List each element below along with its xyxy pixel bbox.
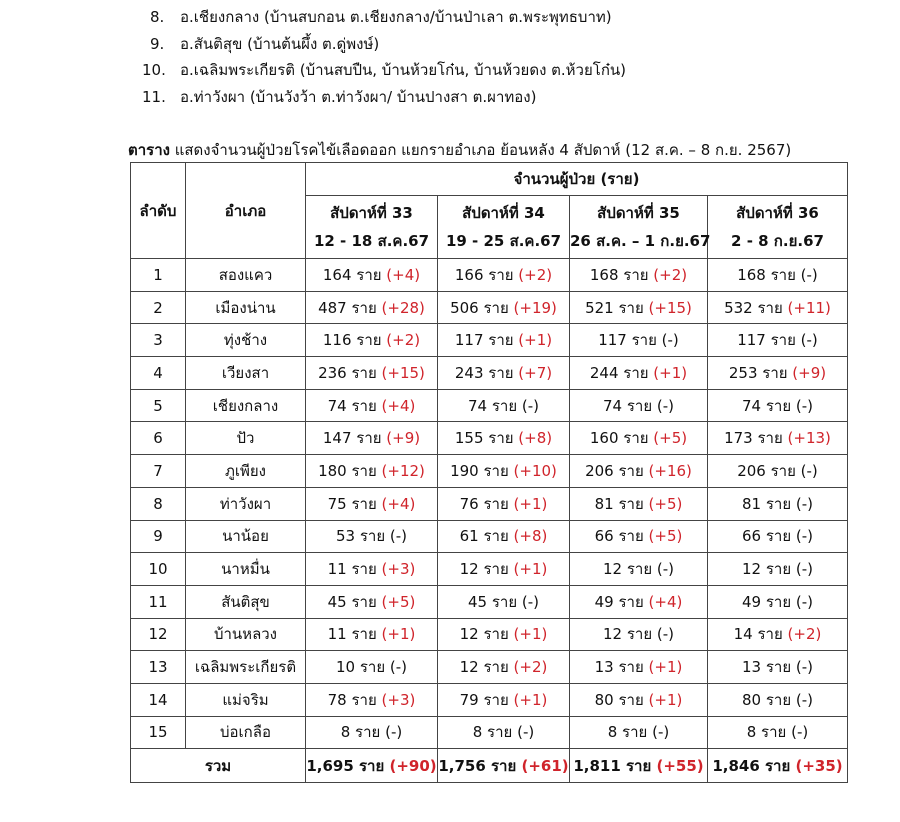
total-change: (+90) — [389, 756, 437, 775]
table-row — [131, 683, 848, 716]
list-item — [150, 4, 626, 31]
total-count: 1,846 ราย — [712, 756, 796, 775]
case-change: (-) — [517, 723, 535, 742]
case-change: (+11) — [787, 298, 831, 317]
case-count: 117 ราย — [454, 331, 519, 350]
case-change: (-) — [795, 396, 814, 415]
case-change: (+5) — [648, 494, 683, 513]
district-name: นาหมื่น — [186, 553, 306, 586]
row-number: 6 — [131, 422, 186, 455]
case-change: (+3) — [381, 690, 416, 709]
case-count: 206 ราย — [585, 461, 649, 480]
case-count-cell — [708, 520, 848, 553]
case-change: (-) — [795, 592, 814, 611]
case-change: (-) — [521, 396, 540, 415]
case-count: 74 ราย — [467, 396, 522, 415]
case-count-cell — [708, 422, 848, 455]
week-title: สัปดาห์ที่ 36 — [736, 204, 819, 222]
case-change: (+15) — [648, 298, 692, 317]
case-count-cell — [438, 259, 570, 292]
case-change: (+2) — [653, 265, 688, 284]
case-count-cell — [708, 716, 848, 749]
case-count-cell — [306, 357, 438, 390]
case-count-cell — [570, 324, 708, 357]
list-item — [142, 57, 626, 84]
case-count: 168 ราย — [589, 265, 654, 284]
case-change: (+2) — [518, 265, 553, 284]
case-count: 80 ราย — [594, 690, 649, 709]
case-change: (+5) — [648, 527, 683, 546]
total-count: 1,695 ราย — [306, 756, 390, 775]
row-number: 15 — [131, 716, 186, 749]
case-count: 236 ราย — [318, 363, 382, 382]
row-number: 5 — [131, 389, 186, 422]
case-count: 8 ราย — [472, 723, 518, 742]
case-count: 74 ราย — [741, 396, 796, 415]
case-count: 76 ราย — [459, 494, 514, 513]
case-count: 190 ราย — [450, 461, 514, 480]
district-location-list — [142, 4, 627, 110]
case-count: 117 ราย — [598, 331, 662, 350]
case-count: 173 ราย — [724, 429, 788, 448]
case-change: (-) — [791, 723, 809, 742]
case-count-cell — [438, 291, 570, 324]
row-number: 1 — [131, 259, 186, 292]
case-count-cell — [570, 291, 708, 324]
case-count: 45 ราย — [467, 592, 522, 611]
case-count: 8 ราย — [607, 723, 653, 742]
case-change: (+2) — [787, 625, 822, 644]
case-count-cell — [708, 357, 848, 390]
case-change: (+16) — [648, 461, 692, 480]
case-count-cell — [306, 683, 438, 716]
case-count-cell — [570, 389, 708, 422]
case-count: 8 ราย — [340, 723, 386, 742]
case-change: (-) — [656, 625, 675, 644]
row-number: 10 — [131, 553, 186, 586]
case-count: 79 ราย — [459, 690, 514, 709]
case-count-cell — [708, 455, 848, 488]
row-number: 9 — [131, 520, 186, 553]
week-header — [306, 196, 438, 259]
case-count-cell — [438, 422, 570, 455]
case-count-cell — [570, 618, 708, 651]
case-count-cell — [708, 585, 848, 618]
case-count: 117 ราย — [737, 331, 801, 350]
case-count-cell — [570, 259, 708, 292]
case-change: (-) — [795, 560, 814, 579]
table-row — [131, 651, 848, 684]
case-change: (+8) — [518, 429, 553, 448]
case-change: (+28) — [381, 298, 425, 317]
case-change: (+1) — [653, 363, 688, 382]
total-count: 1,811 ราย — [573, 756, 657, 775]
case-count-cell — [570, 683, 708, 716]
case-count-cell — [438, 520, 570, 553]
case-change: (+4) — [381, 494, 416, 513]
case-count-cell — [438, 553, 570, 586]
row-number: 3 — [131, 324, 186, 357]
case-count: 168 ราย — [737, 265, 801, 284]
case-change: (-) — [795, 494, 814, 513]
case-count: 49 ราย — [741, 592, 796, 611]
case-count: 53 ราย — [335, 527, 390, 546]
case-change: (-) — [800, 461, 818, 480]
case-count: 14 ราย — [733, 625, 788, 644]
row-number: 2 — [131, 291, 186, 324]
case-change: (-) — [656, 560, 675, 579]
district-name: สันติสุข — [186, 585, 306, 618]
row-number: 11 — [131, 585, 186, 618]
case-count-cell — [306, 585, 438, 618]
week-range: 19 - 25 ส.ค.67 — [445, 232, 562, 250]
list-number: 8. — [150, 8, 165, 26]
case-change: (+9) — [792, 363, 827, 382]
total-count: 1,756 ราย — [438, 756, 522, 775]
case-count-cell — [708, 553, 848, 586]
list-text: อ.เฉลิมพระเกียรติ (บ้านสบปืน, บ้านห้วยโก๋น, บ้านห้วยดง ต.ห้วยโก๋น) — [180, 61, 627, 79]
case-count-cell — [708, 259, 848, 292]
week-header — [708, 196, 848, 259]
case-change: (-) — [795, 527, 814, 546]
table-body — [131, 259, 848, 749]
district-column-header: อำเภอ — [186, 163, 306, 259]
case-count-cell — [438, 651, 570, 684]
week-header — [438, 196, 570, 259]
week-range: 26 ส.ค. – 1 ก.ย.67 — [570, 232, 711, 250]
case-count: 155 ราย — [454, 429, 519, 448]
case-count: 160 ราย — [589, 429, 654, 448]
case-change: (-) — [521, 592, 540, 611]
case-change: (-) — [795, 690, 814, 709]
case-change: (+1) — [648, 690, 683, 709]
case-count: 11 ราย — [327, 625, 382, 644]
case-change: (-) — [656, 396, 675, 415]
case-change: (+1) — [648, 658, 683, 677]
case-change: (+4) — [381, 396, 416, 415]
case-change: (-) — [800, 331, 818, 350]
case-count-cell — [438, 357, 570, 390]
total-cell — [438, 749, 570, 783]
case-count: 81 ราย — [741, 494, 796, 513]
patients-group-header: จำนวนผู้ป่วย (ราย) — [306, 163, 848, 196]
case-count: 521 ราย — [585, 298, 649, 317]
case-count-cell — [306, 553, 438, 586]
week-title: สัปดาห์ที่ 35 — [597, 204, 680, 222]
table-row — [131, 389, 848, 422]
case-change: (-) — [389, 527, 408, 546]
case-count: 45 ราย — [327, 592, 382, 611]
case-count: 12 ราย — [459, 625, 514, 644]
case-count-cell — [438, 324, 570, 357]
case-change: (+3) — [381, 560, 416, 579]
case-change: (+1) — [513, 690, 548, 709]
case-count: 487 ราย — [318, 298, 382, 317]
case-change: (-) — [661, 331, 679, 350]
case-change: (+1) — [518, 331, 553, 350]
case-count-cell — [570, 357, 708, 390]
row-number: 8 — [131, 487, 186, 520]
row-number: 12 — [131, 618, 186, 651]
case-count: 164 ราย — [322, 265, 387, 284]
case-count-cell — [306, 389, 438, 422]
list-text: อ.สันติสุข (บ้านต้นผึ้ง ต.ดู่พงษ์) — [180, 34, 380, 53]
total-change: (+35) — [795, 756, 843, 775]
case-count: 506 ราย — [450, 298, 514, 317]
case-change: (+1) — [513, 625, 548, 644]
case-count: 244 ราย — [589, 363, 654, 382]
row-number: 4 — [131, 357, 186, 390]
case-count-cell — [306, 487, 438, 520]
district-name: ทุ่งช้าง — [186, 324, 306, 357]
case-count: 74 ราย — [602, 396, 657, 415]
total-change: (+61) — [521, 756, 569, 775]
case-count-cell — [708, 651, 848, 684]
case-count: 80 ราย — [741, 690, 796, 709]
case-count-cell — [306, 291, 438, 324]
week-title: สัปดาห์ที่ 34 — [462, 204, 545, 222]
total-cell — [306, 749, 438, 783]
case-count: 147 ราย — [322, 429, 387, 448]
case-change: (+1) — [513, 560, 548, 579]
case-count-cell — [306, 716, 438, 749]
district-name: บ้านหลวง — [186, 618, 306, 651]
table-row — [131, 291, 848, 324]
total-label: รวม — [131, 749, 306, 783]
case-change: (+8) — [513, 527, 548, 546]
case-count-cell — [438, 585, 570, 618]
case-count-cell — [306, 455, 438, 488]
case-count-cell — [708, 683, 848, 716]
order-column-header: ลำดับ — [131, 163, 186, 259]
table-row — [131, 357, 848, 390]
total-cell — [708, 749, 848, 783]
district-name: บ่อเกลือ — [186, 716, 306, 749]
district-name: แม่จริม — [186, 683, 306, 716]
caption-label: ตาราง — [128, 141, 170, 159]
total-change: (+55) — [656, 756, 704, 775]
table-row — [131, 324, 848, 357]
table-row — [131, 520, 848, 553]
case-count: 66 ราย — [594, 527, 649, 546]
case-count-cell — [570, 422, 708, 455]
table-caption — [128, 139, 791, 161]
case-count-cell — [570, 716, 708, 749]
district-name: เวียงสา — [186, 357, 306, 390]
case-count-cell — [306, 422, 438, 455]
case-count-cell — [438, 455, 570, 488]
case-change: (-) — [389, 658, 408, 677]
case-change: (+10) — [513, 461, 557, 480]
district-name: สองแคว — [186, 259, 306, 292]
case-count: 12 ราย — [602, 625, 657, 644]
row-number: 13 — [131, 651, 186, 684]
case-count-cell — [708, 618, 848, 651]
list-text: อ.ท่าวังผา (บ้านวังว้า ต.ท่าวังผา/ บ้านปางสา ต.ผาทอง) — [180, 87, 537, 106]
table-row — [131, 487, 848, 520]
case-count: 74 ราย — [327, 396, 382, 415]
case-count-cell — [306, 618, 438, 651]
case-count: 12 ราย — [459, 560, 514, 579]
case-count-cell — [438, 389, 570, 422]
dengue-cases-table — [130, 162, 848, 783]
case-count-cell — [438, 618, 570, 651]
case-count-cell — [306, 651, 438, 684]
case-change: (+9) — [386, 429, 421, 448]
case-count-cell — [306, 520, 438, 553]
case-count: 13 ราย — [594, 658, 649, 677]
table-row — [131, 422, 848, 455]
week-range: 2 - 8 ก.ย.67 — [731, 232, 824, 250]
table-row — [131, 618, 848, 651]
case-count: 243 ราย — [454, 363, 519, 382]
district-name: ท่าวังผา — [186, 487, 306, 520]
table-row — [131, 553, 848, 586]
case-count: 12 ราย — [459, 658, 514, 677]
case-count: 78 ราย — [327, 690, 382, 709]
case-count-cell — [570, 553, 708, 586]
case-change: (-) — [800, 265, 818, 284]
case-change: (+5) — [381, 592, 416, 611]
case-count: 532 ราย — [724, 298, 788, 317]
district-name: ภูเพียง — [186, 455, 306, 488]
table-row — [131, 585, 848, 618]
row-number: 14 — [131, 683, 186, 716]
district-name: เชียงกลาง — [186, 389, 306, 422]
case-count: 12 ราย — [741, 560, 796, 579]
case-change: (-) — [652, 723, 670, 742]
case-count: 253 ราย — [728, 363, 793, 382]
table-row — [131, 259, 848, 292]
case-change: (+15) — [381, 363, 425, 382]
district-name: ปัว — [186, 422, 306, 455]
case-count: 116 ราย — [322, 331, 387, 350]
case-count: 81 ราย — [594, 494, 649, 513]
case-count: 206 ราย — [737, 461, 801, 480]
case-count-cell — [438, 716, 570, 749]
case-change: (+2) — [513, 658, 548, 677]
case-count: 66 ราย — [741, 527, 796, 546]
case-count-cell — [438, 487, 570, 520]
district-name: เมืองน่าน — [186, 291, 306, 324]
case-change: (+1) — [381, 625, 416, 644]
case-count: 13 ราย — [741, 658, 796, 677]
case-count-cell — [570, 520, 708, 553]
total-row — [131, 749, 848, 783]
list-number: 11. — [142, 87, 166, 106]
list-number: 9. — [150, 34, 165, 53]
district-name: เฉลิมพระเกียรติ — [186, 651, 306, 684]
case-change: (+19) — [513, 298, 557, 317]
case-count: 75 ราย — [327, 494, 382, 513]
total-cell — [570, 749, 708, 783]
case-count-cell — [570, 651, 708, 684]
case-change: (+4) — [386, 265, 421, 284]
case-count-cell — [570, 585, 708, 618]
case-change: (+12) — [381, 461, 425, 480]
list-item — [142, 84, 626, 111]
case-count: 166 ราย — [454, 265, 519, 284]
case-count: 12 ราย — [602, 560, 657, 579]
case-count-cell — [306, 259, 438, 292]
table-row — [131, 716, 848, 749]
case-count-cell — [708, 389, 848, 422]
case-change: (-) — [795, 658, 814, 677]
list-number: 10. — [142, 61, 166, 79]
case-change: (+2) — [386, 331, 421, 350]
case-count-cell — [708, 291, 848, 324]
case-count: 180 ราย — [318, 461, 382, 480]
case-count-cell — [708, 324, 848, 357]
case-count-cell — [306, 324, 438, 357]
case-change: (+1) — [513, 494, 548, 513]
row-number: 7 — [131, 455, 186, 488]
week-title: สัปดาห์ที่ 33 — [330, 204, 413, 222]
caption-text: แสดงจำนวนผู้ป่วยโรคไข้เลือดออก แยกรายอำเภอ ย้อนหลัง 4 สัปดาห์ (12 ส.ค. – 8 ก.ย. 2567) — [169, 141, 792, 159]
week-header — [570, 196, 711, 259]
case-count-cell — [438, 683, 570, 716]
case-count-cell — [570, 487, 708, 520]
week-range: 12 - 18 ส.ค.67 — [313, 232, 430, 250]
case-count: 8 ราย — [746, 723, 792, 742]
case-count: 11 ราย — [327, 560, 382, 579]
case-change: (-) — [385, 723, 403, 742]
case-count-cell — [570, 455, 708, 488]
district-name: นาน้อย — [186, 520, 306, 553]
list-text: อ.เชียงกลาง (บ้านสบกอน ต.เชียงกลาง/บ้านป่าเลา ต.พระพุทธบาท) — [180, 8, 612, 26]
case-count-cell — [708, 487, 848, 520]
case-count: 49 ราย — [594, 592, 649, 611]
case-change: (+5) — [653, 429, 688, 448]
case-change: (+7) — [518, 363, 553, 382]
case-count: 61 ราย — [459, 527, 514, 546]
case-change: (+4) — [648, 592, 683, 611]
case-change: (+13) — [787, 429, 831, 448]
list-item — [150, 31, 626, 58]
case-count: 10 ราย — [335, 658, 390, 677]
table-row — [131, 455, 848, 488]
